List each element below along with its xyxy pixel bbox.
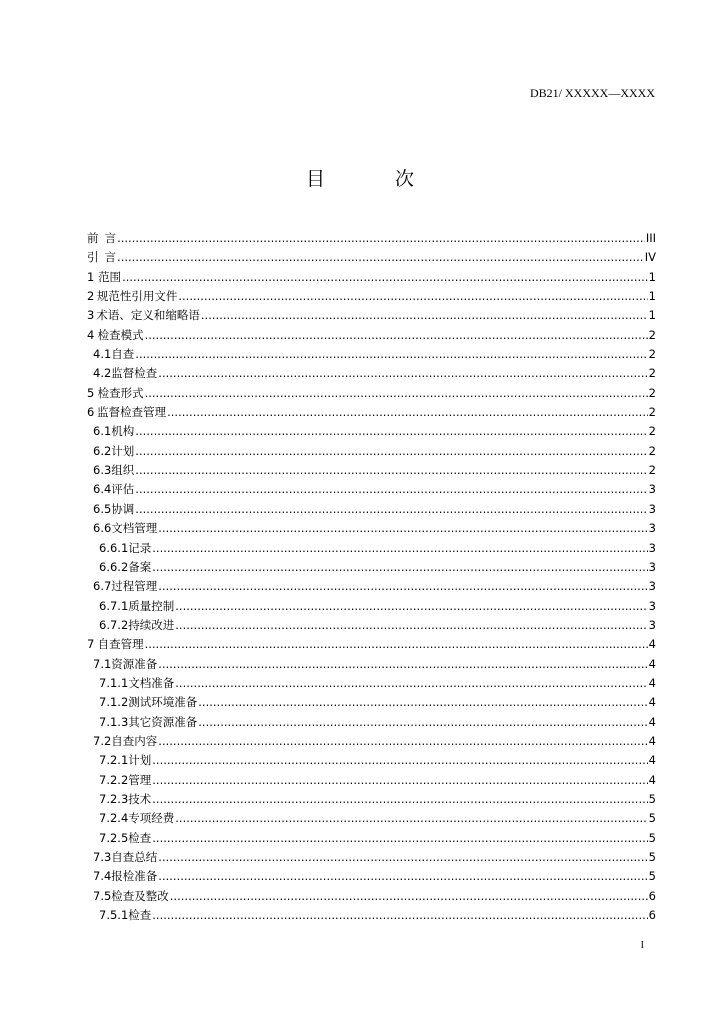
toc-entry-title: 检查 (128, 908, 152, 923)
toc-entry-title: 机构 (111, 424, 135, 439)
toc-entry-title: 持续改进 (128, 617, 175, 632)
toc-entry-page: 2 (648, 327, 656, 342)
toc-leader-dots (152, 790, 647, 809)
toc-entry[interactable] (87, 248, 656, 267)
toc-entry-number: 6.7 (93, 579, 112, 594)
toc-entry-number: 6.7.2 (99, 617, 129, 632)
table-of-contents (87, 229, 656, 925)
toc-entry-title: 资源准备 (111, 656, 158, 671)
toc-entry-number: 1 (87, 269, 95, 284)
toc-entry-number: 前 (87, 231, 99, 245)
toc-entry[interactable] (87, 345, 656, 364)
toc-entry[interactable] (87, 906, 656, 925)
toc-entry-page: 2 (648, 385, 656, 400)
toc-entry[interactable] (87, 364, 656, 383)
toc-entry[interactable] (87, 848, 656, 867)
toc-leader-dots (122, 268, 648, 287)
toc-entry-number: 7.1.3 (99, 714, 129, 729)
toc-entry-number: 6 (87, 405, 95, 420)
toc-entry[interactable] (87, 674, 656, 693)
toc-leader-dots (175, 597, 647, 616)
toc-entry-title: 文档管理 (111, 521, 158, 536)
toc-entry-page: 4 (648, 733, 656, 748)
toc-leader-dots (152, 906, 647, 925)
toc-entry-page: 1 (648, 308, 656, 323)
toc-entry-page: 3 (648, 482, 656, 497)
toc-entry-title: 自查 (111, 347, 135, 362)
toc-entry-page: 4 (648, 675, 656, 690)
toc-leader-dots (152, 558, 647, 577)
toc-entry-number: 7.3 (93, 850, 112, 864)
toc-entry-number: 6.2 (93, 443, 112, 458)
page-title: 目 次 (305, 168, 447, 190)
toc-leader-dots (117, 248, 644, 267)
toc-entry-title: 计划 (128, 753, 152, 768)
toc-entry[interactable] (87, 403, 656, 422)
toc-entry-number: 7.2.5 (99, 830, 129, 845)
toc-entry-title: 自查管理 (97, 637, 144, 652)
toc-entry[interactable] (87, 384, 656, 403)
toc-leader-dots (145, 635, 648, 654)
toc-entry-number: 3 (87, 308, 95, 323)
toc-entry-page: 3 (648, 598, 656, 613)
toc-entry-number: 6.7.1 (99, 598, 129, 613)
toc-entry[interactable] (87, 732, 656, 751)
toc-entry-number: 5 (87, 385, 95, 400)
toc-entry-number: 6.4 (93, 482, 112, 497)
toc-entry-title: 检查形式 (97, 385, 144, 400)
toc-entry-title: 规范性引用文件 (96, 289, 178, 304)
toc-leader-dots (158, 577, 647, 596)
toc-entry-title: 检查及整改 (111, 888, 169, 903)
toc-entry-number: 4 (87, 327, 95, 342)
toc-entry-number: 4.1 (93, 347, 112, 362)
toc-leader-dots (152, 771, 647, 790)
toc-entry-page: 3 (648, 540, 656, 555)
toc-entry-title: 组织 (111, 463, 135, 478)
toc-leader-dots (152, 751, 647, 770)
toc-entry[interactable] (87, 867, 656, 886)
toc-leader-dots (135, 422, 647, 441)
toc-entry-number: 7.4 (93, 869, 112, 884)
toc-entry-page: 4 (648, 753, 656, 768)
toc-entry-number: 6.5 (93, 501, 112, 516)
toc-entry-title: 专项经费 (128, 811, 175, 826)
toc-entry[interactable] (87, 751, 656, 770)
toc-entry-title: 检查模式 (97, 327, 144, 342)
toc-entry-number: 6.6.2 (99, 559, 129, 574)
toc-entry-number: 7.2.4 (99, 811, 129, 826)
toc-entry[interactable] (87, 287, 656, 306)
toc-entry[interactable] (87, 693, 656, 712)
toc-entry-number: 7.5.1 (99, 908, 129, 923)
toc-leader-dots (135, 461, 647, 480)
toc-entry[interactable] (87, 635, 656, 654)
toc-leader-dots (178, 287, 647, 306)
toc-leader-dots (145, 384, 648, 403)
toc-entry-title: 过程管理 (111, 579, 158, 594)
toc-leader-dots (117, 229, 645, 248)
toc-entry-title: 文档准备 (128, 675, 175, 690)
toc-entry-page: 6 (648, 888, 656, 903)
toc-entry-number: 7.2.3 (99, 791, 129, 806)
toc-entry-title: 范围 (98, 269, 122, 284)
toc-entry-title: 监督检查 (111, 366, 158, 381)
toc-entry[interactable] (87, 268, 656, 287)
toc-entry-page: III (645, 231, 656, 245)
toc-entry-title: 检查 (128, 830, 152, 845)
toc-leader-dots (145, 326, 648, 345)
toc-leader-dots (201, 306, 648, 325)
toc-entry[interactable] (87, 480, 656, 499)
toc-entry-title: 协调 (111, 501, 135, 516)
toc-entry[interactable] (87, 422, 656, 441)
toc-entry-page: 5 (648, 850, 656, 864)
toc-entry-number: 7.2.1 (99, 753, 129, 768)
toc-entry-page: 2 (648, 424, 656, 439)
toc-leader-dots (158, 848, 647, 867)
toc-entry[interactable] (87, 539, 656, 558)
toc-entry-page: 3 (648, 521, 656, 536)
toc-leader-dots (167, 403, 648, 422)
toc-entry-number: 引 (87, 250, 99, 265)
toc-entry-page: 5 (648, 869, 656, 884)
toc-leader-dots (198, 713, 647, 732)
toc-leader-dots (175, 616, 647, 635)
toc-entry-title: 言 (104, 250, 117, 265)
toc-entry[interactable] (87, 326, 656, 345)
toc-entry-title: 评估 (111, 482, 135, 497)
toc-entry-page: 1 (648, 269, 656, 284)
toc-entry-number: 7 (87, 637, 95, 652)
toc-leader-dots (170, 887, 648, 906)
toc-entry-title: 言 (104, 231, 117, 245)
toc-entry-page: 2 (648, 347, 656, 362)
toc-leader-dots (158, 519, 647, 538)
toc-leader-dots (158, 655, 647, 674)
toc-entry-number: 6.3 (93, 463, 112, 478)
toc-entry[interactable] (87, 616, 656, 635)
toc-entry-title: 记录 (128, 540, 152, 555)
toc-leader-dots (158, 732, 647, 751)
toc-entry-title: 备案 (128, 559, 152, 574)
toc-entry-number: 6.1 (93, 424, 112, 439)
toc-leader-dots (175, 674, 647, 693)
toc-entry[interactable] (87, 829, 656, 848)
toc-entry[interactable] (87, 887, 656, 906)
toc-entry-number: 7.2 (93, 733, 112, 748)
toc-entry-title: 技术 (128, 791, 152, 806)
toc-leader-dots (158, 867, 647, 886)
toc-entry-page: 5 (648, 830, 656, 845)
toc-entry[interactable] (87, 558, 656, 577)
toc-entry-title: 自查内容 (111, 733, 158, 748)
toc-leader-dots (135, 442, 647, 461)
toc-entry[interactable] (87, 809, 656, 828)
toc-entry[interactable] (87, 519, 656, 538)
toc-entry-page: 5 (648, 811, 656, 826)
toc-entry-page: 3 (648, 579, 656, 594)
document-number: DB21/ XXXXX—XXXX (530, 86, 655, 100)
toc-entry-page: 4 (648, 637, 656, 652)
toc-entry-number: 7.2.2 (99, 772, 129, 787)
toc-entry-title: 质量控制 (128, 598, 175, 613)
toc-leader-dots (152, 539, 647, 558)
page-number: I (640, 940, 644, 951)
toc-entry-page: 6 (648, 908, 656, 923)
toc-leader-dots (135, 345, 647, 364)
toc-leader-dots (135, 500, 647, 519)
toc-entry-number: 6.6 (93, 521, 112, 536)
toc-entry-number: 7.1 (93, 656, 112, 671)
toc-entry-number: 7.5 (93, 888, 112, 903)
toc-entry-title: 术语、定义和缩略语 (96, 308, 200, 323)
toc-entry-title: 监督检查管理 (97, 405, 167, 420)
toc-leader-dots (175, 809, 647, 828)
toc-leader-dots (158, 364, 647, 383)
toc-entry-title: 报检准备 (111, 869, 158, 884)
toc-entry-page: 3 (648, 501, 656, 516)
toc-entry-page: 2 (648, 463, 656, 478)
toc-entry[interactable] (87, 461, 656, 480)
toc-entry-title: 自查总结 (111, 850, 158, 864)
toc-leader-dots (152, 829, 647, 848)
toc-entry[interactable] (87, 790, 656, 809)
toc-entry[interactable] (87, 229, 656, 248)
toc-entry[interactable] (87, 597, 656, 616)
toc-leader-dots (135, 480, 647, 499)
toc-entry[interactable] (87, 771, 656, 790)
toc-entry[interactable] (87, 442, 656, 461)
toc-entry-page: 4 (648, 695, 656, 710)
toc-leader-dots (198, 693, 647, 712)
toc-entry-number: 2 (87, 289, 95, 304)
toc-entry[interactable] (87, 500, 656, 519)
toc-entry-page: 2 (648, 366, 656, 381)
toc-entry-page: 2 (648, 443, 656, 458)
toc-entry[interactable] (87, 577, 656, 596)
toc-entry-title: 计划 (111, 443, 135, 458)
toc-entry-page: IV (644, 250, 656, 265)
toc-entry-number: 6.6.1 (99, 540, 129, 555)
toc-entry[interactable] (87, 306, 656, 325)
toc-entry[interactable] (87, 655, 656, 674)
toc-entry-page: 4 (648, 656, 656, 671)
toc-entry-number: 7.1.1 (99, 675, 129, 690)
toc-entry-title: 管理 (128, 772, 152, 787)
toc-entry-page: 3 (648, 617, 656, 632)
toc-entry-number: 7.1.2 (99, 695, 129, 710)
toc-entry-number: 4.2 (93, 366, 112, 381)
toc-entry-page: 1 (648, 289, 656, 304)
toc-entry-page: 3 (648, 559, 656, 574)
toc-entry-page: 4 (648, 714, 656, 729)
toc-entry-title: 其它资源准备 (128, 714, 198, 729)
toc-entry-page: 5 (648, 791, 656, 806)
toc-entry-page: 4 (648, 772, 656, 787)
toc-entry-title: 测试环境准备 (128, 695, 198, 710)
toc-entry[interactable] (87, 713, 656, 732)
toc-entry-page: 2 (648, 405, 656, 420)
